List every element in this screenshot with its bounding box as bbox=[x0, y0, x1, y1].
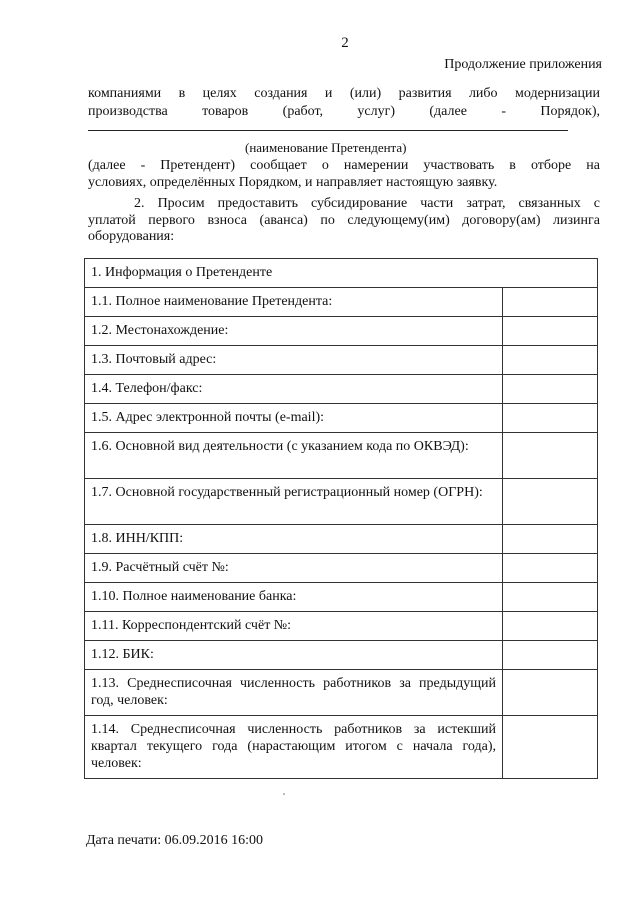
table-row bbox=[85, 433, 598, 479]
scan-speck bbox=[283, 793, 285, 795]
row-label: 1.2. Местонахождение: bbox=[85, 317, 503, 346]
applicant-name-caption: (наименование Претендента) bbox=[245, 140, 407, 155]
table-row bbox=[85, 554, 598, 583]
table-row bbox=[85, 404, 598, 433]
table-row bbox=[85, 583, 598, 612]
table-row bbox=[85, 670, 598, 716]
intro-line-1: компаниями в целях создания и (или) развития либо модернизации bbox=[88, 86, 600, 101]
row-value-cell[interactable] bbox=[503, 641, 598, 670]
row-value-cell[interactable] bbox=[503, 433, 598, 479]
row-value-cell[interactable] bbox=[503, 554, 598, 583]
table-heading: 1. Информация о Претенденте bbox=[85, 259, 598, 288]
table-row bbox=[85, 716, 598, 779]
paragraph-2-line-2: уплатой первого взноса (аванса) по следующему(им) договору(ам) лизинга bbox=[88, 213, 600, 228]
row-label: 1.13. Среднесписочная численность работников за предыдущий год, человек: bbox=[85, 670, 503, 716]
table-row bbox=[85, 346, 598, 375]
table-row bbox=[85, 317, 598, 346]
paragraph-1-line-1: (далее - Претендент) сообщает о намерении участвовать в отборе на bbox=[88, 158, 600, 173]
table-row bbox=[85, 641, 598, 670]
row-label: 1.3. Почтовый адрес: bbox=[85, 346, 503, 375]
row-value-cell[interactable] bbox=[503, 479, 598, 525]
table-heading-row bbox=[85, 259, 598, 288]
applicant-info-table bbox=[84, 258, 598, 779]
row-label: 1.8. ИНН/КПП: bbox=[85, 525, 503, 554]
row-value-cell[interactable] bbox=[503, 670, 598, 716]
row-value-cell[interactable] bbox=[503, 288, 598, 317]
row-label: 1.7. Основной государственный регистрационный номер (ОГРН): bbox=[85, 479, 503, 525]
row-label: 1.10. Полное наименование банка: bbox=[85, 583, 503, 612]
row-value-cell[interactable] bbox=[503, 525, 598, 554]
page-number: 2 bbox=[341, 35, 349, 51]
paragraph-2-line-1 bbox=[88, 196, 600, 212]
paragraph-2-line-3: оборудования: bbox=[88, 229, 175, 244]
row-value-cell[interactable] bbox=[503, 404, 598, 433]
row-value-cell[interactable] bbox=[503, 583, 598, 612]
table-row bbox=[85, 612, 598, 641]
paragraph-2-text: 2. Просим предоставить субсидирование части затрат, связанных с bbox=[134, 196, 600, 211]
row-label: 1.1. Полное наименование Претендента: bbox=[85, 288, 503, 317]
row-value-cell[interactable] bbox=[503, 716, 598, 779]
table-row bbox=[85, 375, 598, 404]
continuation-note: Продолжение приложения bbox=[444, 57, 602, 72]
paragraph-1-line-2: условиях, определённых Порядком, и направляет настоящую заявку. bbox=[88, 175, 498, 190]
row-label: 1.9. Расчётный счёт №: bbox=[85, 554, 503, 583]
intro-line-2: производства товаров (работ, услуг) (далее - Порядок), bbox=[88, 104, 600, 119]
table-row bbox=[85, 525, 598, 554]
row-value-cell[interactable] bbox=[503, 346, 598, 375]
row-label: 1.12. БИК: bbox=[85, 641, 503, 670]
table-row bbox=[85, 288, 598, 317]
row-label: 1.11. Корреспондентский счёт №: bbox=[85, 612, 503, 641]
row-label: 1.5. Адрес электронной почты (e-mail): bbox=[85, 404, 503, 433]
row-label: 1.14. Среднесписочная численность работников за истекший квартал текущего года (нарастающим итогом с начала года), человек: bbox=[85, 716, 503, 779]
row-value-cell[interactable] bbox=[503, 612, 598, 641]
applicant-name-blank[interactable] bbox=[88, 130, 568, 131]
table-row bbox=[85, 479, 598, 525]
row-value-cell[interactable] bbox=[503, 375, 598, 404]
print-date: Дата печати: 06.09.2016 16:00 bbox=[86, 833, 264, 848]
row-label: 1.6. Основной вид деятельности (с указанием кода по ОКВЭД): bbox=[85, 433, 503, 479]
row-value-cell[interactable] bbox=[503, 317, 598, 346]
row-label: 1.4. Телефон/факс: bbox=[85, 375, 503, 404]
